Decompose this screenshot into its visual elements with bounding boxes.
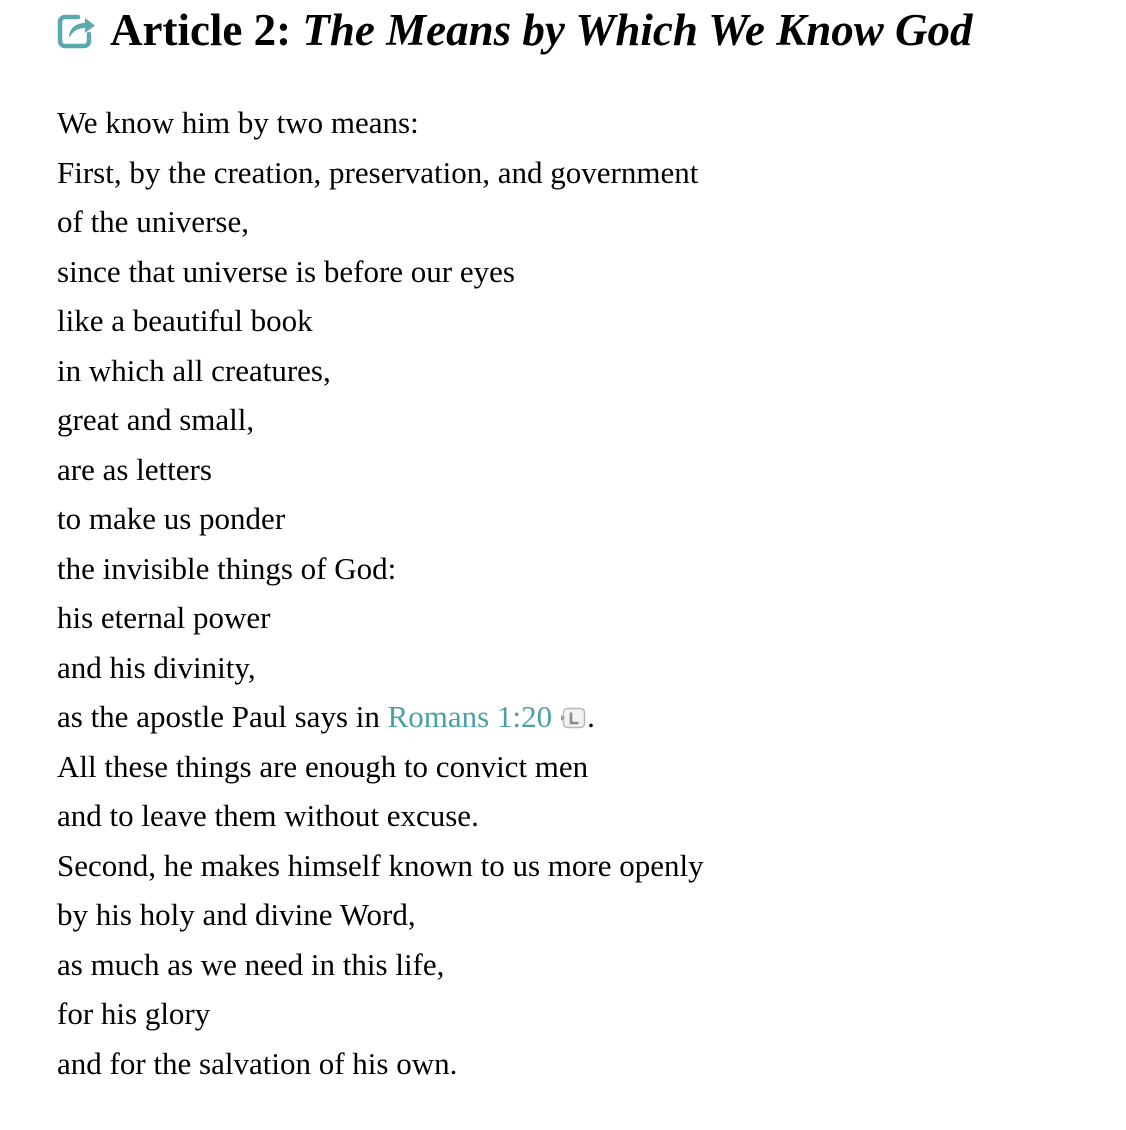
text-line: of the universe, <box>57 204 249 239</box>
page-title <box>110 2 973 58</box>
text-line: by his holy and divine Word, <box>57 897 416 932</box>
text-line: are as letters <box>57 451 212 487</box>
text-line: and for the salvation of his own. <box>57 1045 458 1081</box>
text-line: to make us ponder <box>57 501 286 536</box>
text-line: since that universe is before our eyes <box>57 253 515 289</box>
text-line: his eternal power <box>57 600 271 635</box>
text-line: All these things are enough to convict men <box>57 748 589 784</box>
text-line: as much as we need in this life, <box>57 946 445 982</box>
title-prefix: Article 2: <box>110 5 292 55</box>
title-name: The Means by Which We Know God <box>302 5 973 55</box>
text-line: and his divinity, <box>57 649 256 685</box>
text-line: for his glory <box>57 996 211 1031</box>
text-line: the invisible things of God: <box>57 550 397 586</box>
text-line: Second, he makes himself known to us more openly <box>57 847 704 883</box>
text-line: First, by the creation, preservation, and government <box>57 154 699 190</box>
reference-lead-text: as the apostle Paul says in <box>57 699 388 734</box>
reference-trailing-text: . <box>587 699 595 734</box>
text-line: We know him by two means: <box>57 105 419 140</box>
text-line: great and small, <box>57 402 255 437</box>
library-link-icon[interactable] <box>560 707 586 729</box>
article-heading <box>56 2 973 58</box>
article-body <box>57 98 704 1088</box>
text-line: and to leave them without excuse. <box>57 798 479 833</box>
share-icon[interactable] <box>56 10 98 50</box>
text-line: like a beautiful book <box>57 303 313 338</box>
text-line: in which all creatures, <box>57 352 331 388</box>
reference-line <box>57 692 704 742</box>
scripture-reference-link[interactable]: Romans 1:20 <box>387 699 553 734</box>
